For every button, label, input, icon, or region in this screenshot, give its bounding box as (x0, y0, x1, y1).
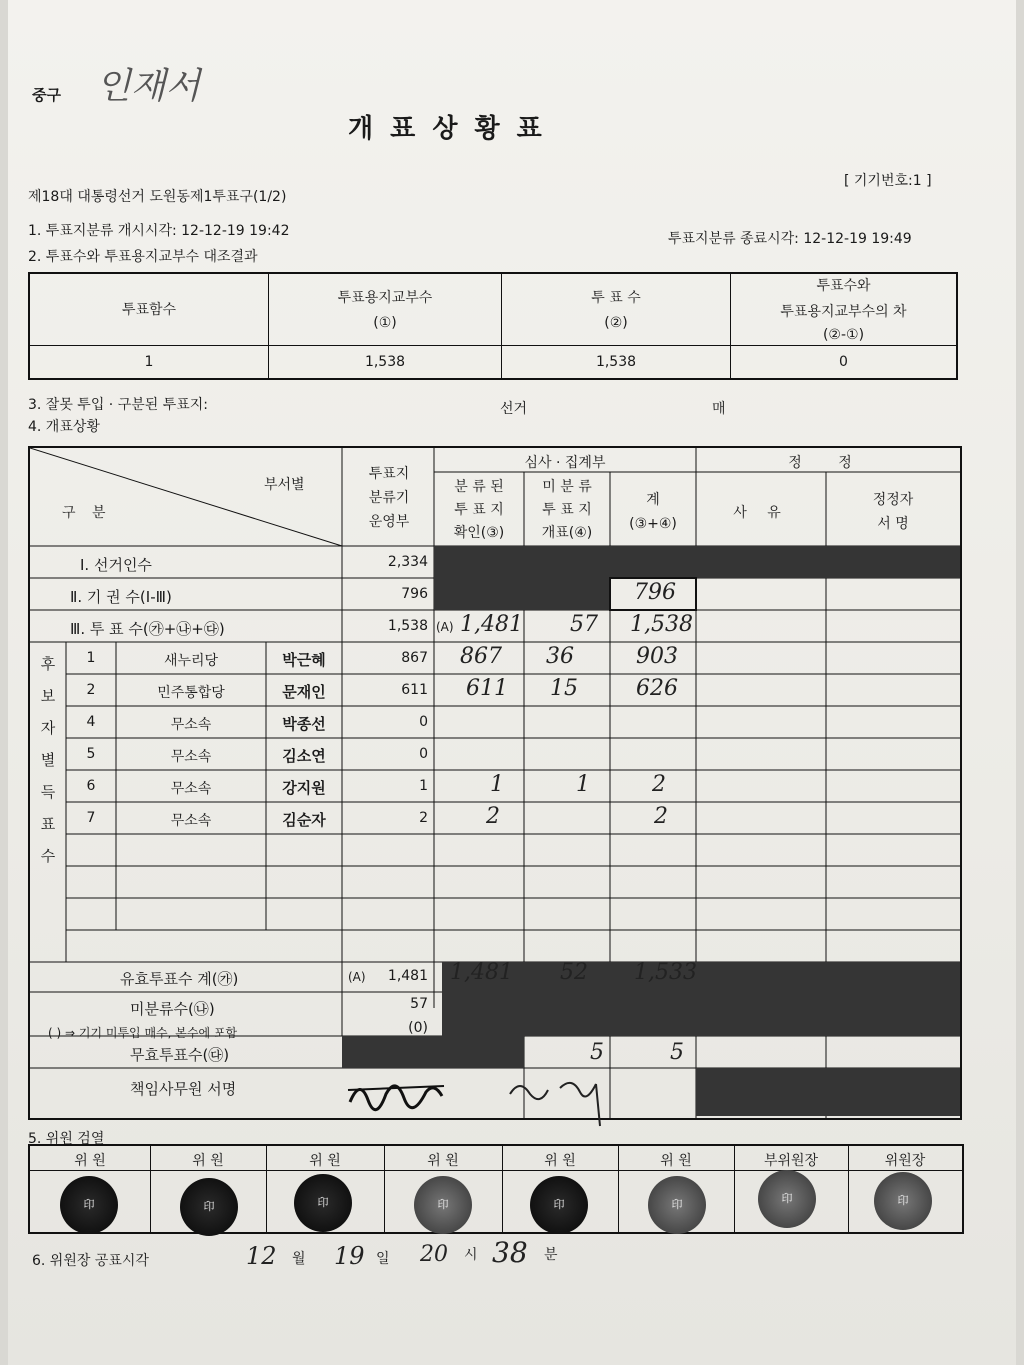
officer-signature-2 (500, 1070, 620, 1130)
valid-votes-label: 유효투표수 계(㉮) (120, 970, 239, 988)
candidate-row: 1 새누리당 박근혜 867 867 36 903 (86, 644, 678, 669)
header-classified: 분 류 된 투 표 지 확인(③) (453, 479, 505, 541)
header-department: 부서별 (264, 477, 305, 493)
valid-votes-sum: 1,533 (634, 960, 697, 985)
header-category: 구 분 (62, 505, 112, 521)
section-4-label: 4. 개표상황 (28, 419, 100, 435)
candidate-row: 2 민주통합당 문재인 611 611 15 626 (86, 676, 678, 701)
candidate-row: 5 무소속 김소연 0 (86, 746, 428, 765)
member-seal-stamp: 印 (60, 1176, 118, 1234)
machine-note-label: ( ) ⇒ 기기 미투입 매수, 본수에 포함 (48, 1026, 238, 1040)
announce-hour-unit: 시 (464, 1247, 478, 1263)
col-issued: 투표용지교부수 (①) (269, 273, 502, 345)
member-seal-stamp: 印 (648, 1176, 706, 1234)
counting-table (28, 446, 962, 1120)
member-seal-stamp: 印 (294, 1174, 352, 1232)
row-electors-label: Ⅰ. 선거인수 (80, 556, 152, 574)
member-seal-stamp: 印 (530, 1176, 588, 1234)
header-machine-unit: 투표지 분류기 운영부 (368, 466, 410, 530)
candidate-row: 4 무소속 박종선 0 (86, 714, 428, 733)
row-votes-sum: 1,538 (630, 612, 693, 637)
row-electors-value: 2,334 (387, 554, 428, 570)
unclassified-value: 57 (410, 996, 428, 1012)
section-2-label: 2. 투표수와 투표용지교부수 대조결과 (28, 249, 258, 265)
sort-end-time: 투표지분류 종료시각: 12-12-19 19:49 (668, 231, 912, 247)
chair-seal-stamp: 印 (874, 1172, 932, 1230)
row-abstain-label: Ⅱ. 기 권 수(Ⅰ-Ⅲ) (70, 588, 172, 606)
value-ballot-boxes: 1 (29, 345, 269, 379)
sort-start-time: 1. 투표지분류 개시시각: 12-12-19 19:42 (28, 223, 290, 239)
col-difference: 투표수와 투표용지교부수의 차 (②-①) (731, 273, 958, 345)
election-name: 제18대 대통령선거 도원동제1투표구(1/2) (28, 189, 287, 205)
header-reason: 사 유 (733, 505, 789, 521)
value-votes: 1,538 (502, 345, 731, 379)
announce-day-unit: 일 (376, 1251, 390, 1267)
page-title: 개 표 상 황 표 (348, 114, 546, 144)
section-3-count-unit: 매 (712, 401, 726, 417)
vice-chair-seal-stamp: 印 (758, 1170, 816, 1228)
announce-day: 19 (334, 1242, 365, 1270)
section-3-election: 선거 (500, 401, 528, 417)
row-votes-a-mark: (A) (436, 620, 454, 634)
member-seal-stamp: 印 (414, 1176, 472, 1234)
officer-signature-label: 책임사무원 서명 (130, 1080, 237, 1098)
document-page (8, 0, 1016, 1365)
handwritten-name: 인재서 (96, 66, 201, 107)
announce-minute-unit: 분 (544, 1247, 558, 1263)
section-6-label: 6. 위원장 공표시각 (32, 1253, 149, 1269)
header-review-unit: 심사 · 집계부 (524, 455, 606, 471)
comparison-table (28, 272, 958, 380)
machine-note-value: (0) (408, 1020, 428, 1036)
vertical-candidate-label: 후 보 자 별 득 표 수 (40, 655, 56, 865)
row-abstain-handwritten: 796 (634, 580, 676, 605)
announce-month: 12 (246, 1242, 277, 1270)
valid-votes-value: 1,481 (387, 968, 428, 984)
candidate-row: 6 무소속 강지원 1 1 1 2 (86, 772, 666, 797)
header-unclassified: 미 분 류 투 표 지 개표(④) (541, 479, 593, 541)
machine-number: [ 기기번호:1 ] (844, 173, 932, 189)
invalid-votes-label: 무효투표수(㉰) (130, 1046, 230, 1064)
role-member: 위 원 (309, 1153, 341, 1169)
valid-votes-classified: 1,481 (450, 960, 513, 985)
announce-minute: 38 (492, 1236, 528, 1269)
announce-month-unit: 월 (292, 1251, 306, 1267)
role-member: 위 원 (427, 1153, 459, 1169)
row-abstain-value: 796 (401, 586, 428, 602)
section-5-label: 5. 위원 검열 (28, 1131, 105, 1147)
value-issued: 1,538 (269, 345, 502, 379)
role-vice-chair: 부위원장 (763, 1153, 819, 1169)
row-votes-unclassified: 57 (570, 612, 598, 637)
col-votes: 투 표 수 (②) (502, 273, 731, 345)
candidate-row: 7 무소속 김순자 2 2 2 (86, 804, 668, 829)
valid-votes-unclassified: 52 (560, 960, 588, 985)
valid-votes-a-mark: (A) (348, 970, 366, 984)
header-correction: 정 정 (788, 455, 868, 471)
header-signer: 정정자 서 명 (872, 492, 914, 532)
role-member: 위 원 (74, 1153, 106, 1169)
district-label: 중구 (32, 86, 61, 104)
officer-signature-1 (346, 1072, 446, 1112)
member-seal-stamp: 印 (180, 1178, 238, 1236)
role-member: 위 원 (192, 1153, 224, 1169)
row-votes-value: 1,538 (387, 618, 428, 634)
row-votes-label: Ⅲ. 투 표 수(㉮+㉯+㉰) (70, 620, 225, 638)
role-chair: 위원장 (884, 1153, 926, 1169)
col-ballot-boxes: 투표함수 (29, 273, 269, 345)
invalid-votes-unclassified: 5 (590, 1040, 604, 1065)
unclassified-label: 미분류수(㉯) (130, 1000, 215, 1018)
value-difference: 0 (731, 345, 958, 379)
row-votes-classified: 1,481 (460, 612, 523, 637)
invalid-votes-sum: 5 (670, 1040, 684, 1065)
header-sum: 계 (③+④) (629, 492, 677, 532)
inspection-table (28, 1144, 964, 1234)
announce-hour: 20 (420, 1242, 448, 1267)
section-3-label: 3. 잘못 투입 · 구분된 투표지: (28, 397, 209, 413)
role-member: 위 원 (544, 1153, 576, 1169)
role-member: 위 원 (660, 1153, 692, 1169)
